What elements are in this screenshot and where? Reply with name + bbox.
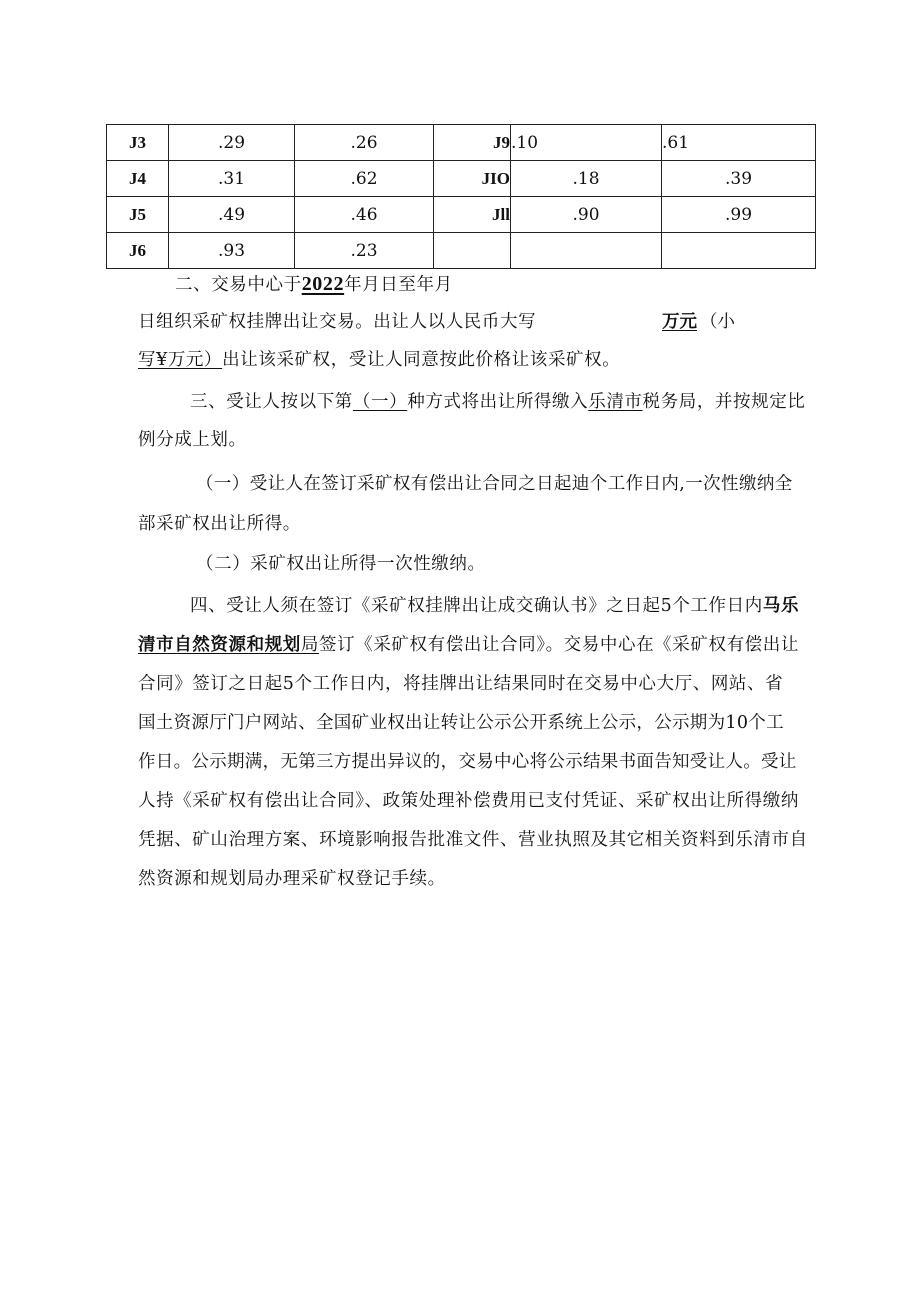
table-cell: .49 [169,197,295,233]
table-row [107,233,816,269]
text: 年月日至年月 [344,275,453,295]
text: 签订《采矿权有偿出让合同》。交易中心在《采矿权有偿出让 [319,635,799,655]
payment-method-field: （一） [352,392,408,412]
table-row [107,161,816,197]
text: 出让该采矿权，受让人同意按此价格让该采矿权。 [222,350,621,370]
text: （小 [700,312,735,332]
table-cell: Jll [434,197,511,233]
section4-line2 [138,633,799,657]
text: 税务局，并按规定比 [642,392,806,412]
section4-line5: 作日。公示期满，无第三方提出异议的，交易中心将公示结果书面告知受让人。受让 [138,752,797,772]
table-row [107,197,816,233]
amount-lowercase: 写¥万元） [138,350,223,370]
section2-line1 [175,272,453,297]
year-field: 2022 [301,273,345,295]
table-cell: .46 [295,197,434,233]
section4-line1 [190,594,799,618]
coordinate-table [106,124,816,269]
table-cell: J5 [107,197,169,233]
city-field: 乐清市 [588,392,643,412]
section4-line8: 然资源和规划局办理采矿权登记手续。 [138,869,446,889]
table-cell: J6 [107,233,169,269]
table-cell: .26 [295,125,434,161]
section3-line1 [190,390,805,414]
section4-line3: 合同》签订之日起5个工作日内，将挂牌出让结果同时在交易中心大厅、网站、省 [138,674,784,694]
table-cell [511,233,662,269]
text: 四、受让人须在签订《采矿权挂牌出让成交确认书》之日起5个工作日内 [190,596,763,616]
table-cell: .61 [662,125,816,161]
text: 二、交易中心于 [175,275,302,295]
table-row [107,125,816,161]
table-cell: JIO [434,161,511,197]
table-cell: J9 [434,125,511,161]
table-cell: .99 [662,197,816,233]
section2-line2 [138,310,536,334]
item1-line1: （一）受让人在签订采矿权有偿出让合同之日起迪个工作日内,一次性缴纳全 [196,474,793,494]
table-cell: .18 [511,161,662,197]
table-cell: .93 [169,233,295,269]
table-cell: .62 [295,161,434,197]
amount-unit: 万元 [662,312,697,332]
table-cell: .23 [295,233,434,269]
table-cell [434,233,511,269]
authority-name: 局 [300,635,320,655]
table-cell: J3 [107,125,169,161]
table-cell: .31 [169,161,295,197]
text: 种方式将出让所得缴入 [407,392,589,412]
table-cell: .39 [662,161,816,197]
section3-line2: 例分成上划。 [138,430,247,450]
text: 日组织采矿权挂牌出让交易。出让人以人民币大写 [138,312,537,332]
section4-line4: 国土资源厅门户网站、全国矿业权出让转让公示公开系统上公示，公示期为10个工 [138,713,784,733]
item1-line2: 部采矿权出让所得。 [138,514,301,534]
section4-line6: 人持《采矿权有偿出让合同》、政策处理补偿费用已支付凭证、采矿权出让所得缴纳 [138,791,799,811]
item2-line1: （二）采矿权出让所得一次性缴纳。 [196,554,486,574]
table-cell: .90 [511,197,662,233]
text: 三、受让人按以下第 [190,392,353,412]
table-cell: .29 [169,125,295,161]
authority-name: 清市自然资源和规划 [138,635,301,655]
authority-name: 马乐 [762,596,800,616]
table-cell: .10 [511,125,662,161]
table-cell [662,233,816,269]
section4-line7: 凭据、矿山治理方案、环境影响报告批准文件、营业执照及其它相关资料到乐清市自 [138,830,808,850]
section2-line3 [138,348,620,372]
table-cell: J4 [107,161,169,197]
